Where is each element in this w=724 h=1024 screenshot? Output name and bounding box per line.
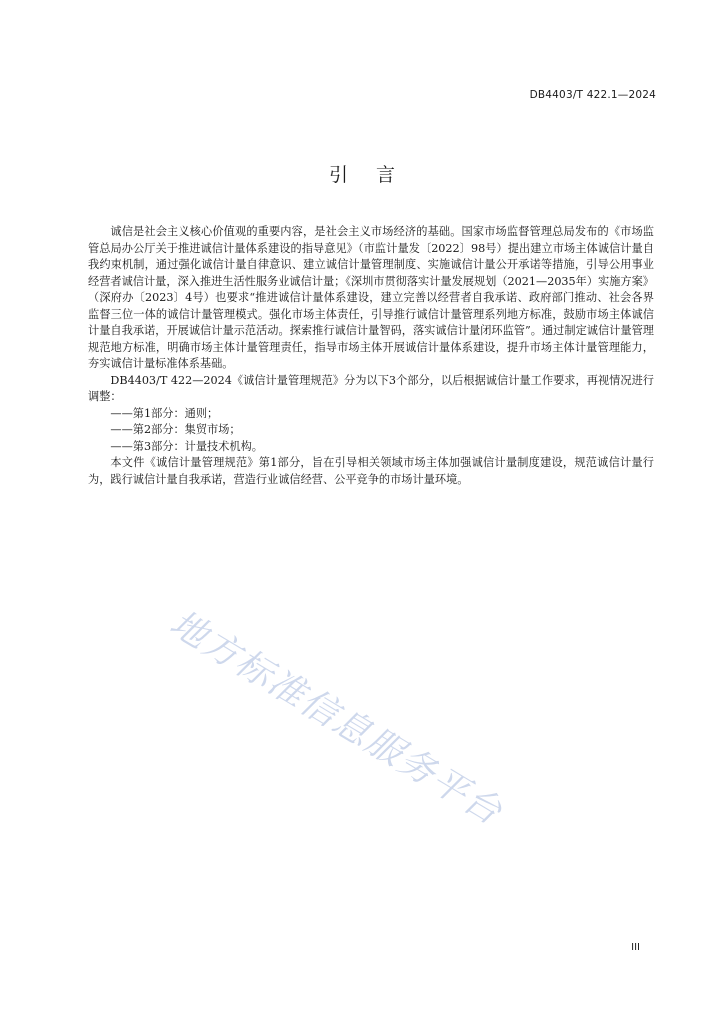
paragraph-parts: DB4403/T 422—2024《诚信计量管理规范》分为以下3个部分，以后根据诚信计量工作要求，再视情况进行调整： bbox=[88, 373, 654, 403]
body-text bbox=[88, 224, 654, 488]
section-title: 引言 bbox=[328, 164, 423, 186]
page-number: III bbox=[631, 942, 640, 953]
document-code: DB4403/T 422.1—2024 bbox=[529, 89, 656, 101]
list-item: ——第2部分：集贸市场； bbox=[110, 423, 241, 436]
list-item: ——第3部分：计量技术机构。 bbox=[110, 439, 263, 453]
paragraph-intro: 诚信是社会主义核心价值观的重要内容，是社会主义市场经济的基础。国家市场监督管理总局发布的《市场监管总局办公厅关于推进诚信计量体系建设的指导意见》（市监计量发〔2022〕98号）提出建立市场主体诚信计量自我约束机制，通过强化诚信计量自律意识、建立诚信计量管理制度、实施诚信计量公开承诺等措施，引导公用事业经营者诚信计量，深入推进生活性服务业诚信计量；《深圳市贯彻落实计量发展规划（2021—2035年）实施方案》（深府办〔2023〕4号）也要求“推进诚信计量体系建设，建立完善以经营者自我承诺、政府部门推动、社会各界监督三位一体的诚信计量管理模式。强化市场主体责任，引导推行诚信计量管理系列地方标准，鼓励市场主体诚信计量自我承诺，开展诚信计量示范活动。探索推行诚信计量智码，落实诚信计量闭环监管”。通过制定诚信计量管理规范地方标准，明确市场主体计量管理责任，指导市场主体开展诚信计量体系建设，提升市场主体计量管理能力，夯实诚信计量标准体系基础。 bbox=[88, 225, 654, 370]
list-item: ——第1部分：通则； bbox=[110, 406, 219, 420]
watermark: 地方标准信息服务平台 bbox=[162, 602, 510, 834]
paragraph-scope: 本文件《诚信计量管理规范》第1部分，旨在引导相关领域市场主体加强诚信计量制度建设，规范诚信计量行为，践行诚信计量自我承诺，营造行业诚信经营、公平竞争的市场计量环境。 bbox=[88, 456, 654, 486]
